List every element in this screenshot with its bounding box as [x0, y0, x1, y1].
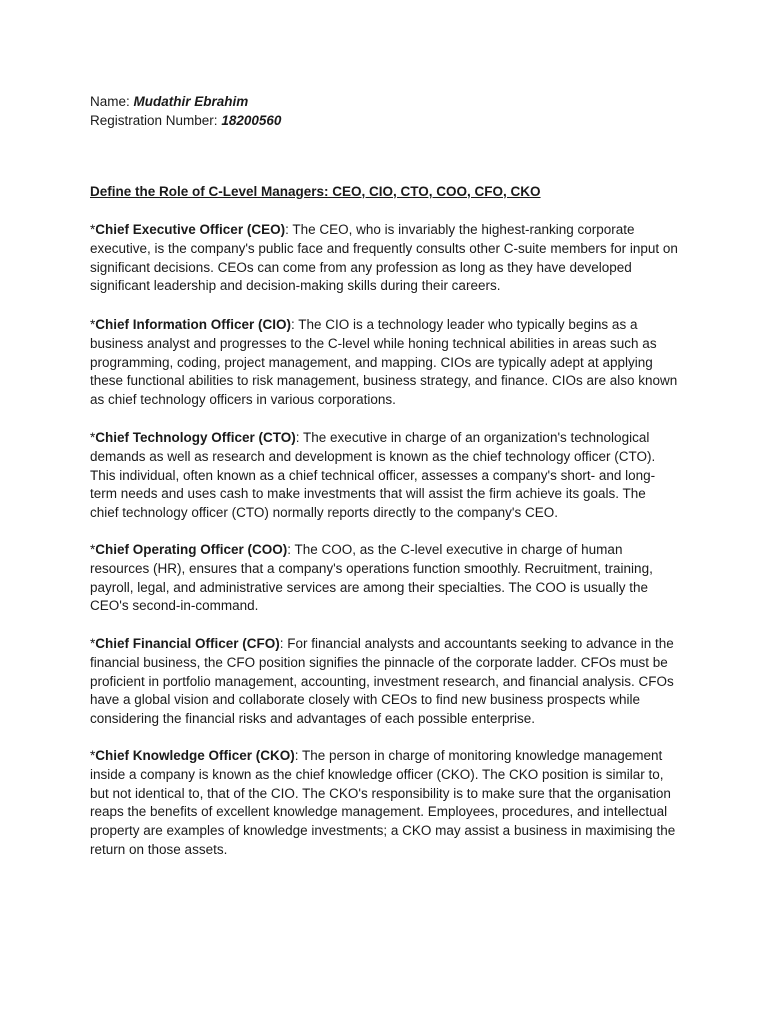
section-cko — [90, 747, 678, 860]
section-body: : For financial analysts and accountants seeking to advance in the financial business, the CFO position signifies the pinnacle of the corporate ladder. CFOs must be proficient in portfolio management, accounting, investment research, and financial analysis. CFOs have a global vision and collaborate closely with CEOs to find new business prospects while considering the financial risks and advantages of each possible enterprise. — [90, 636, 674, 727]
name-label: Name: — [90, 94, 134, 109]
section-body: : The executive in charge of an organization's technological demands as well as research and development is known as the chief technology officer (CTO). This individual, often known as a chief technical officer, assesses a company's short- and long-term needs and uses cash to make investments that will assist the firm achieve its goals. The chief technology officer (CTO) normally reports directly to the company's CEO. — [90, 430, 656, 521]
section-ceo — [90, 221, 678, 296]
student-name: Mudathir Ebrahim — [133, 94, 249, 109]
section-cfo — [90, 635, 678, 729]
section-prefix: * — [90, 636, 96, 651]
section-prefix: * — [90, 542, 96, 557]
section-body: : The CEO, who is invariably the highest-ranking corporate executive, is the company's public face and frequently consults other C-suite members for input on significant decisions. CEOs can come from any profession as long as they have developed significant leadership and decision-making skills during their careers. — [90, 222, 678, 294]
section-prefix: * — [90, 317, 96, 332]
section-prefix: * — [90, 748, 96, 763]
section-prefix: * — [90, 430, 96, 445]
section-term: Chief Financial Officer (CFO) — [95, 636, 280, 651]
section-cio — [90, 316, 678, 410]
section-prefix: * — [90, 222, 96, 237]
section-term: Chief Technology Officer (CTO) — [95, 430, 296, 445]
section-term: Chief Knowledge Officer (CKO) — [95, 748, 295, 763]
registration-number: 18200560 — [221, 113, 282, 128]
section-body: : The COO, as the C-level executive in charge of human resources (HR), ensures that a company's operations function smoothly. Recruitment, training, payroll, legal, and administrative services are among their specialties. The COO is usually the CEO's second-in-command. — [90, 542, 653, 614]
section-body: : The CIO is a technology leader who typically begins as a business analyst and progresses to the C-level while honing technical abilities in areas such as programming, coding, project management, and mapping. CIOs are typically adept at applying these functional abilities to risk management, business strategy, and finance. CIOs are also known as chief technology officers in various corporations. — [90, 317, 678, 408]
section-term: Chief Operating Officer (COO) — [95, 542, 288, 557]
section-term: Chief Information Officer (CIO) — [95, 317, 292, 332]
section-term: Chief Executive Officer (CEO) — [95, 222, 286, 237]
registration-number-line — [90, 110, 281, 132]
registration-label: Registration Number: — [90, 113, 222, 128]
section-coo — [90, 541, 678, 616]
section-cto — [90, 429, 678, 523]
section-body: : The person in charge of monitoring knowledge management inside a company is known as the chief knowledge officer (CKO). The CKO position is similar to, but not identical to, that of the CIO. The CKO's responsibility is to make sure that the organisation reaps the benefits of excellent knowledge management. Employees, procedures, and intellectual property are examples of knowledge investments; a CKO may assist a business in maximising the return on those assets. — [90, 748, 676, 857]
document-heading: Define the Role of C-Level Managers: CEO, CIO, CTO, COO, CFO, CKO — [90, 184, 541, 199]
